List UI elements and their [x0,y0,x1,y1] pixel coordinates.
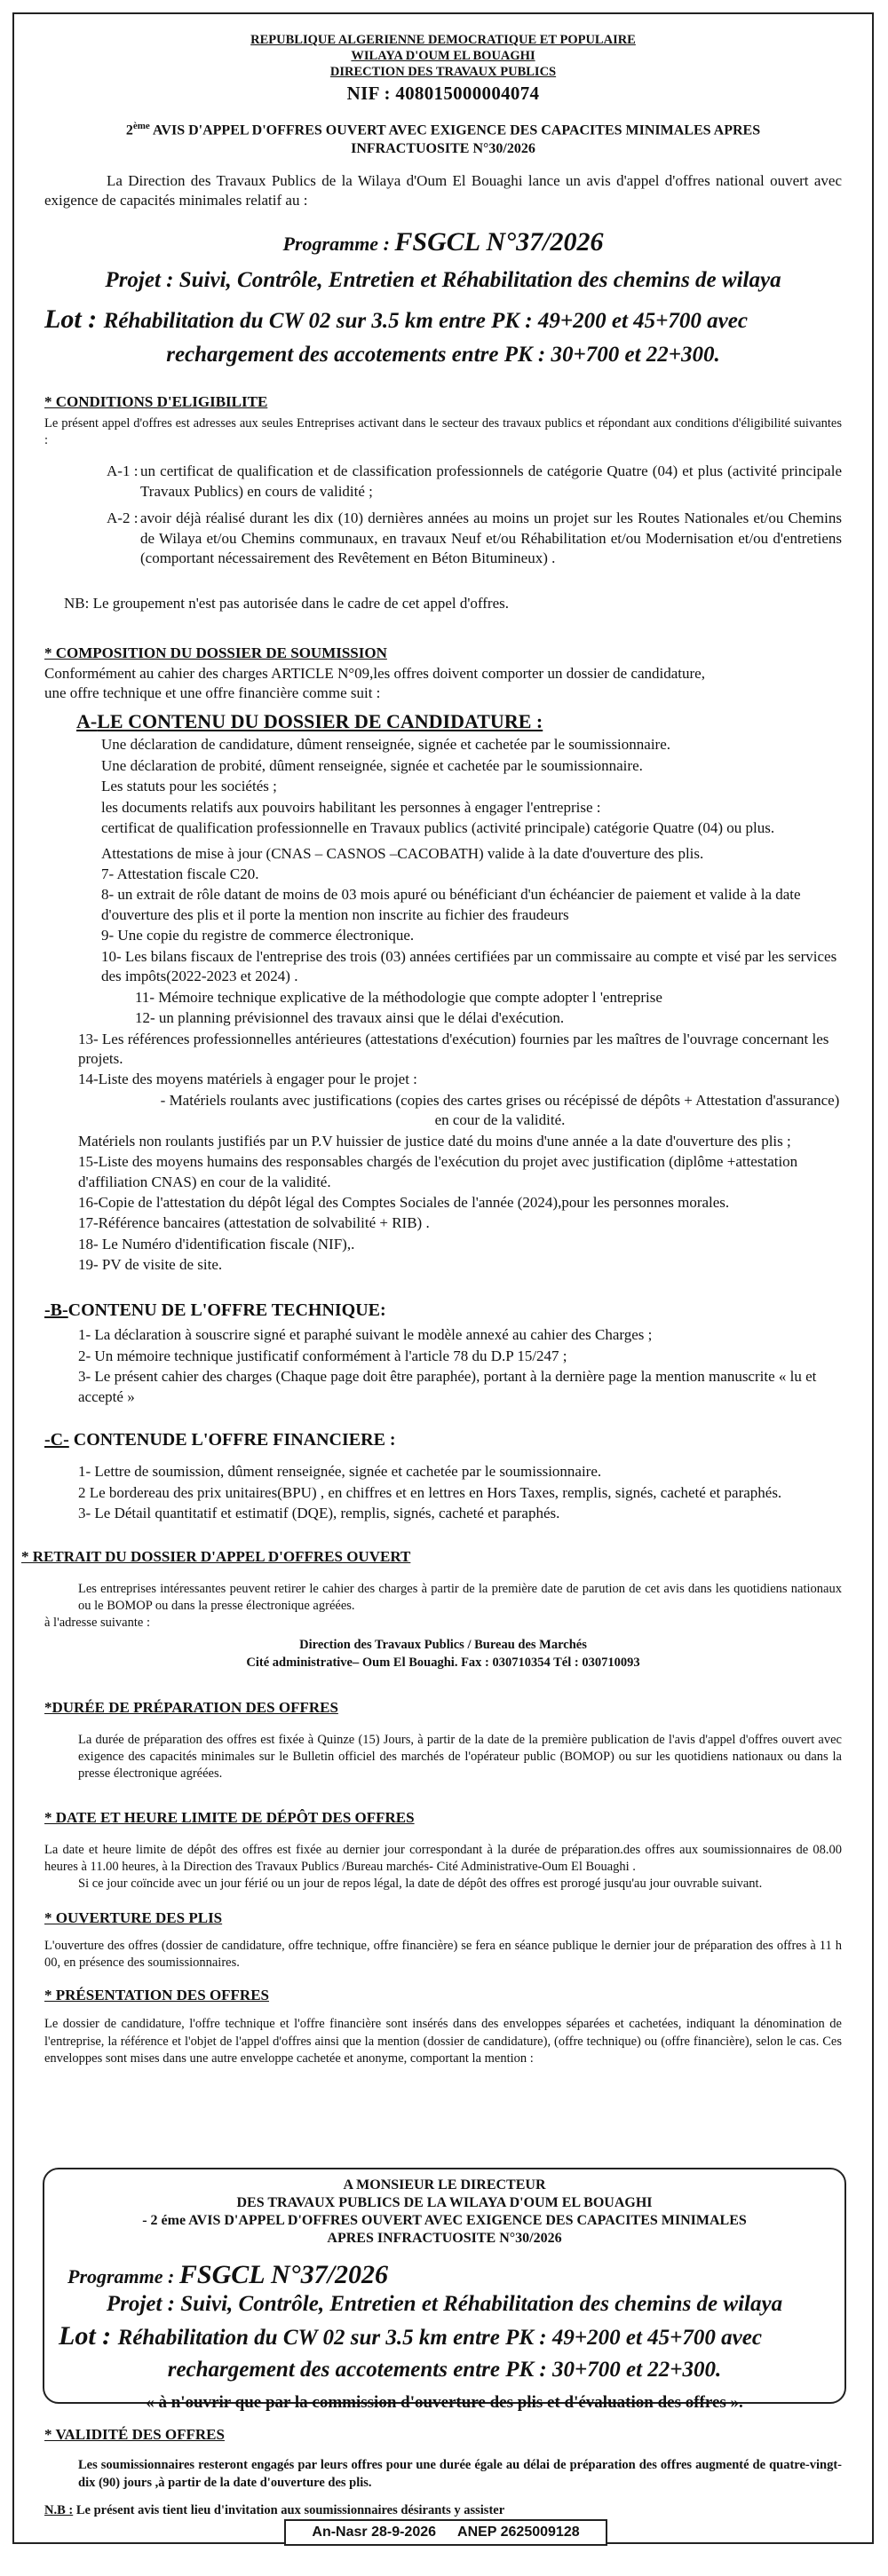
candidature-prefix: A- [76,710,98,733]
retrait-address-label: à l'adresse suivante : [44,1616,150,1631]
list-item: 12- un planning prévisionnel des travaux ainsi que le délai d'exécution. [135,1009,565,1027]
list-item: certificat de qualification professionnelle en Travaux publics (activité principale) catégorie Quatre (04) ou plus. [101,819,775,837]
validite-text: Les soumissionnaires resteront engagés par leurs offres pour une durée égale au délai de préparation des offres augmenté de quatre-vingt-dix (90) jours ,à partir de la date d'ouverture des plis. [78,2458,842,2490]
validite-section [44,2425,842,2519]
ouverture-text: L'ouverture des offres (dossier de candidature, offre technique, offre financière) se fera en séance publique le dernier jour de préparation des offres à 11 h 00, en présence des soumissionnaires. [44,1938,842,1970]
eligibility-heading: * CONDITIONS D'ELIGIBILITE [44,392,268,410]
wilaya-line: WILAYA D'OUM EL BOUAGHI [351,49,535,64]
republic-line: REPUBLIQUE ALGERIENNE DEMOCRATIQUE ET POPULAIRE [250,33,636,47]
programme-value: FSGCL N°37/2026 [178,2260,388,2289]
financiere-list [44,1462,842,1523]
condition-text: avoir déjà réalisé durant les dix (10) dernières années au moins un projet sur les Routes Nationales et/ou Chemins de Wilaya et/ou Chemins communaux, en travaux Neuf et/ou Réhabilitation et/ou Modernisation et/ou d'entretiens (comportant nécessairement des Revêtement en Béton Bitumineux) . [140,510,842,567]
composition-heading: * COMPOSITION DU DOSSIER DE SOUMISSION [44,644,387,662]
intro-paragraph: La Direction des Travaux Publics de la Wilaya d'Oum El Bouaghi lance un avis d'appel d'offres national ouvert avec exigence de capacités minimales relatif au : [44,171,842,209]
depot-text: La date et heure limite de dépôt des offres est fixée au dernier jour correspondant à la durée de préparation.des offres aux soumissionnaires de 08.00 heures à 11.00 heures, à la Direction des Travaux Publics /Bureau marchés- Cité Administrative-Oum El Bouaghi . [44,1842,842,1875]
envelope-line: APRES INFRACTUOSITE N°30/2026 [327,2231,562,2246]
list-item: Matériels non roulants justifiés par un P.V huissier de justice daté du moins d'une année a la date d'ouverture des plis ; [78,1132,791,1150]
technique-list [44,1325,842,1407]
lot-label: Lot : [59,2321,118,2351]
box-programme [59,2260,830,2290]
programme-label: Programme : [67,2265,179,2288]
letterhead [44,32,842,106]
programme-heading [44,225,842,260]
lot-line1: Réhabilitation du CW 02 sur 3.5 km entre PK : 49+200 et 45+700 avec [117,2326,762,2350]
notice-title [44,120,842,159]
validite-heading: * VALIDITÉ DES OFFRES [44,2426,225,2443]
list-item: 1- Lettre de soumission, dûment renseignée, signée et cachetée par le soumissionnaire. [78,1463,602,1481]
programme-value: FSGCL N°37/2026 [394,227,604,257]
list-item: 19- PV de visite de site. [78,1256,223,1274]
nif-number: NIF : 408015000004074 [346,83,540,105]
validite-nb [44,2502,842,2519]
lot-line2: rechargement des accotements entre PK : 30+700 et 22+300. [166,342,720,367]
condition-text: un certificat de qualification et de classification professionnels de catégorie Quatre (04) et plus (activité principale Travaux Publics) en cours de validité ; [140,462,842,500]
list-item: 8- un extrait de rôle datant de moins de 03 mois apuré ou bénéficiant d'un échéancier de paiement et valide à la date d'ouverture des plis et il porte la mention non inscrite au fichier des fraudeurs [101,886,801,923]
notice-title-line1: AVIS D'APPEL D'OFFRES OUVERT AVEC EXIGENCE DES CAPACITES MINIMALES APRES [149,122,761,138]
retrait-address-1: Direction des Travaux Publics / Bureau des Marchés [299,1638,587,1653]
envelope-line: - 2 éme AVIS D'APPEL D'OFFRES OUVERT AVEC EXIGENCE DES CAPACITES MINIMALES [142,2213,747,2228]
publication-footer [284,2519,607,2546]
envelope-mention-box [43,2168,846,2413]
notice-number-suffix: ème [132,120,150,131]
condition-key: A-2 : [107,510,139,527]
candidature-heading [44,708,842,734]
depot-heading: * DATE ET HEURE LIMITE DE DÉPÔT DES OFFRES [44,1808,415,1826]
envelope-recipient [59,2177,830,2248]
list-item: 11- Mémoire technique explicative de la méthodologie que compte adopter l 'entreprise [135,988,662,1006]
duree-text: La durée de préparation des offres est fixée à Quinze (15) Jours, à partir de la date de la première publication de l'avis d'appel d'offres ouvert avec exigence des capacités minimales sur le Bulletin officiel des marchés de l'opérateur public (BOMOP) ou sur les quotidiens nationaux ou dans la presse électronique agréées. [78,1733,842,1782]
envelope-line: DES TRAVAUX PUBLICS DE LA WILAYA D'OUM EL BOUAGHI [236,2195,653,2210]
list-item: 2 Le bordereau des prix unitaires(BPU) , en chiffres et en lettres en Hors Taxes, remplis, signés, cacheté et paraphés. [78,1483,782,1501]
financiere-heading [44,1428,842,1451]
candidature-list [44,735,842,1028]
list-item: 13- Les références professionnelles antérieures (attestations d'exécution) fournies par les maîtres de l'ouvrage concernant les projets. [78,1030,829,1067]
lot-line1: Réhabilitation du CW 02 sur 3.5 km entre PK : 49+200 et 45+700 avec [103,309,748,334]
retrait-text: Les entreprises intéressantes peuvent retirer le cahier des charges à partir de la première date de parution de cet avis dans les quotidiens nationaux ou le BOMOP ou dans la presse électronique agréées. [78,1582,842,1614]
lot-label: Lot : [44,304,104,335]
box-mention: « à n'ouvrir que par la commission d'ouverture des plis et d'évaluation des offres ». [146,2393,743,2413]
technique-heading [44,1299,842,1322]
list-item: 9- Une copie du registre de commerce électronique. [101,927,415,944]
list-item: Une déclaration de probité, dûment renseignée, signée et cachetée par le soumissionnaire. [101,756,643,774]
composition-text-1: Conformément au cahier des charges ARTICLE N°09,les offres doivent comporter un dossier de candidature, [44,664,705,682]
composition-text-2: une offre technique et une offre financière comme suit : [44,684,381,701]
notice-title-line2: INFRACTUOSITE N°30/2026 [351,140,535,156]
technique-prefix: -B- [44,1300,68,1320]
list-item: 7- Attestation fiscale C20. [101,865,259,883]
ouverture-heading: * OUVERTURE DES PLIS [44,1909,223,1927]
financiere-prefix: -C- [44,1429,69,1450]
direction-line: DIRECTION DES TRAVAUX PUBLICS [329,65,557,80]
presentation-text: Le dossier de candidature, l'offre technique et l'offre financière sont insérés dans des enveloppes séparées et cachetées, indiquant la dénomination de l'entreprise, la référence et l'objet de l'appel d'offres ainsi que la mention (dossier de candidature), (offre technique) ou (offre financière), selon le cas. Ces enveloppes sont mises dans une autre enveloppe cachetée et anonyme, comportant la mention : [44,2017,842,2066]
eligibility-nb: NB: Le groupement n'est pas autorisée dans le cadre de cet appel d'offres. [64,594,509,612]
lot-line2: rechargement des accotements entre PK : 30+700 et 22+300. [167,2357,722,2382]
nb-text: Le présent avis tient lieu d'invitation aux soumissionnaires désirants y assister [75,2502,505,2517]
list-item: 15-Liste des moyens humains des responsables chargés de l'exécution du projet avec justification (diplôme +attestation d'affiliation CNAS) en cour de la validité. [78,1153,798,1190]
list-item: 3- Le présent cahier des charges (Chaque page doit être paraphée), portant à la dernière page la mention manuscrite « lu et accepté » [78,1368,817,1405]
list-item: Les statuts pour les sociétés ; [101,778,277,795]
list-item: 16-Copie de l'attestation du dépôt légal des Comptes Sociales de l'année (2024),pour les personnes morales. [78,1194,730,1212]
eligibility-condition-a1 [107,462,842,502]
eligibility-text: Le présent appel d'offres est adresses aux seules Entreprises activant dans le secteur des travaux publics et répondant aux conditions d'éligibilité suivantes : [44,416,842,448]
candidature-list-continued [44,1030,842,1276]
projet-line: Projet : Suivi, Contrôle, Entretien et Réhabilitation des chemins de wilaya [105,268,781,293]
condition-key: A-1 : [107,462,139,480]
programme-label: Programme : [282,233,395,256]
notice-frame [12,12,874,2544]
list-item: 10- Les bilans fiscaux de l'entreprise des trois (03) années certifiées par un commissaire au compte et visé par les services des impôts(2022-2023 et 2024) . [101,947,837,985]
duree-heading: *DURÉE DE PRÉPARATION DES OFFRES [44,1698,338,1716]
list-item: 17-Référence bancaires (attestation de solvabilité + RIB) . [78,1214,430,1232]
financiere-title: CONTENUDE L'OFFRE FINANCIERE : [68,1429,396,1450]
list-item: Attestations de mise à jour (CNAS – CASNOS –CACOBATH) valide à la date d'ouverture des plis. [101,844,704,862]
newspaper-reference: An-Nasr 28-9-2026 [312,2525,437,2540]
list-item: 3- Le Détail quantitatif et estimatif (DQE), remplis, signés, cacheté et paraphés. [78,1505,560,1522]
depot-text-2: Si ce jour coïncide avec un jour férié ou un jour de repos légal, la date de dépôt des offres est prorogé jusqu'au jour ouvrable suivant. [78,1877,763,1892]
notice-number: 2 [125,122,133,138]
list-item: Une déclaration de candidature, dûment renseignée, signée et cachetée par le soumissionnaire. [101,736,671,754]
anep-reference: ANEP 2625009128 [457,2525,580,2540]
box-projet: Projet : Suivi, Contrôle, Entretien et Réhabilitation des chemins de wilaya [106,2292,783,2316]
lot-block [44,300,842,371]
list-item: 18- Le Numéro d'identification fiscale (NIF),. [78,1235,355,1252]
list-item: 2- Un mémoire technique justificatif conformément à l'article 78 du D.P 15/247 ; [78,1347,567,1364]
technique-title: CONTENU DE L'OFFRE TECHNIQUE: [67,1300,386,1320]
envelope-line: A MONSIEUR LE DIRECTEUR [343,2177,546,2193]
list-item: les documents relatifs aux pouvoirs habilitant les personnes à engager l'entreprise : [101,798,601,816]
list-item: 14-Liste des moyens matériels à engager pour le projet : [78,1071,417,1088]
list-item: 1- La déclaration à souscrire signé et paraphé suivant le modèle annexé au cahier des Charges ; [78,1326,653,1344]
nb-label: N.B : [44,2502,74,2517]
retrait-address-2: Cité administrative– Oum El Bouaghi. Fax : 030710354 Tél : 030710093 [246,1655,640,1670]
presentation-heading: * PRÉSENTATION DES OFFRES [44,1987,269,2004]
box-lot [59,2319,830,2384]
retrait-heading: * RETRAIT DU DOSSIER D'APPEL D'OFFRES OUVERT [21,1547,411,1565]
eligibility-condition-a2 [107,509,842,568]
candidature-title: LE CONTENU DU DOSSIER DE CANDIDATURE : [97,710,543,733]
list-item: - Matériels roulants avec justifications (copies des cartes grises ou récépissé de dépôts + Attestation d'assurance) en cour de la validité. [160,1091,840,1129]
